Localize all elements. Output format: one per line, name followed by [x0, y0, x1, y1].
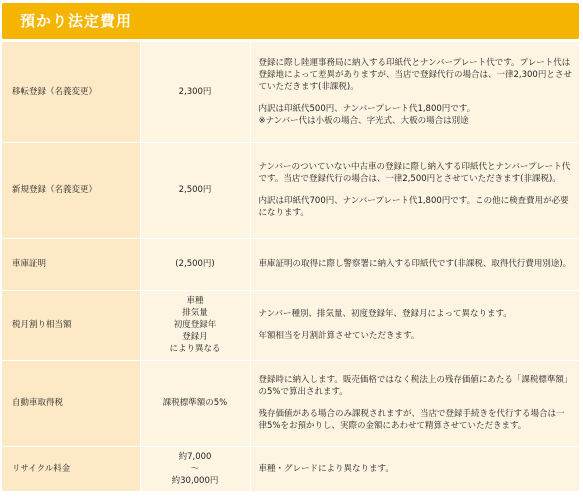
- fee-description-paragraph: 年額相当を月割計算させていただきます。: [258, 331, 420, 341]
- fee-amount: [140, 142, 250, 238]
- fee-amount: [140, 42, 250, 142]
- fee-amount-line: により異なる: [169, 344, 221, 354]
- fee-description: [250, 446, 579, 491]
- fee-amount: [140, 238, 250, 290]
- fee-amount-line: 〜: [190, 463, 200, 474]
- fee-amount-line: 課税標準額の5%: [162, 398, 228, 408]
- fee-amount-line: (2,500円): [175, 259, 215, 269]
- fee-item-name: 移転登録（名義変更）: [2, 42, 140, 142]
- fee-description-paragraph: 内訳は印紙代700円、ナンバープレート代1,800円です。この他に検査費用が必要になります。: [258, 196, 569, 218]
- fee-item-name: 新規登録（名義変更）: [2, 142, 140, 238]
- table-row: [2, 142, 579, 238]
- fee-amount-line: 排気量: [182, 308, 208, 318]
- fees-table: [2, 42, 580, 492]
- fee-description-paragraph: 内訳は印紙代500円、ナンバープレート代1,800円です。 ※ナンバー代は小板の場合、字光式、大板の場合は別途: [258, 103, 476, 126]
- table-row: [2, 238, 579, 290]
- fee-description-paragraph: 車庫証明の取得に際し警察署に納入する印紙代です(非課税、取得代行費用別途)。: [258, 259, 572, 269]
- fee-amount-line: 2,300円: [178, 86, 212, 97]
- fee-description: [250, 142, 579, 238]
- fee-description: [250, 290, 579, 360]
- fee-description-paragraph: 残存価値がある場合のみ課税されますが、当店で登録手続きを代行する場合は一律5%をお預かりし、実際の金額にあわせて精算させていただきます。: [258, 409, 565, 431]
- fee-description-paragraph: 登録時に納入します。販売価格ではなく税法上の残存価値にあたる「課税標準額」の5%で算出されます。: [258, 375, 573, 397]
- section-title: 預かり法定費用: [20, 12, 133, 30]
- fee-description-paragraph: ナンバー種別、排気量、初度登録年、登録月によって異なります。: [258, 309, 512, 319]
- table-row: [2, 290, 579, 360]
- fee-description-paragraph: 登録に際し陸運事務局に納入する印紙代とナンバープレート代です。プレート代は登録地によって差異がありますが、当店で登録代行の場合は、一律2,300円とさせていただきます(非課税)。: [258, 57, 572, 92]
- fee-amount-line: 車種: [186, 296, 204, 306]
- fee-amount-line: 約30,000円: [171, 475, 219, 486]
- section-header: [2, 3, 579, 39]
- fee-amount-line: 約7,000: [178, 451, 212, 462]
- fee-description: [250, 360, 579, 446]
- table-row: [2, 42, 579, 142]
- fee-item-name: リサイクル料金: [2, 446, 140, 491]
- fee-description-paragraph: ナンバーのついていない中古車の登録に際し納入する印紙代とナンバープレート代です。当店で登録代行の場合は、一律2,500円とさせていただきます(非課税)。: [258, 162, 571, 184]
- table-row: [2, 360, 579, 446]
- fee-amount-line: 登録月: [182, 332, 208, 342]
- fee-amount-line: 初度登録年: [173, 320, 217, 330]
- fee-item-name: 車庫証明: [2, 238, 140, 290]
- fee-amount: [140, 360, 250, 446]
- fee-amount: [140, 446, 250, 491]
- fee-amount: [140, 290, 250, 360]
- fee-amount-line: 2,500円: [178, 185, 212, 195]
- fee-description-paragraph: 車種・グレードにより異なります。: [258, 463, 394, 474]
- fee-item-name: 税月割り相当額: [2, 290, 140, 360]
- table-row: [2, 446, 579, 491]
- fee-description: [250, 238, 579, 290]
- fee-description: [250, 42, 579, 142]
- fee-item-name: 自動車取得税: [2, 360, 140, 446]
